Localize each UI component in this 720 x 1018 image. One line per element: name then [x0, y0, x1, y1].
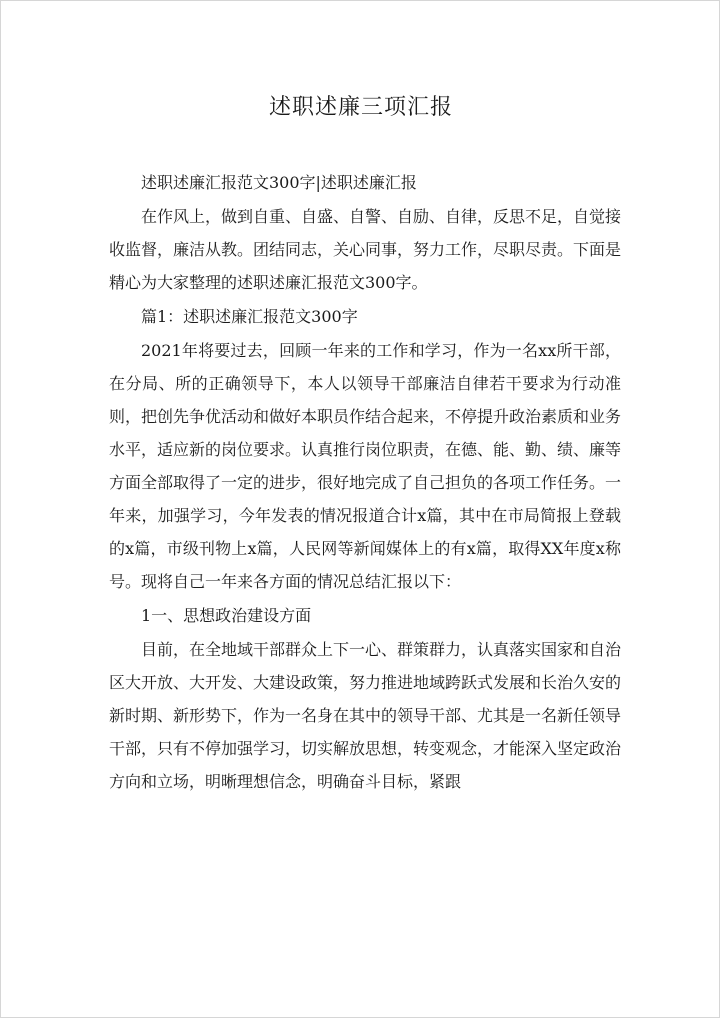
document-title: 述职述廉三项汇报	[268, 95, 453, 120]
intro-paragraph: 在作风上，做到自重、自盛、自警、自励、自律，反思不足，自觉接收监督，廉洁从教。团结同志，关心同事，努力工作，尽职尽责。下面是精心为大家整理的述职述廉汇报范文300字。	[109, 207, 622, 292]
body-paragraph: 目前，在全地域干部群众上下一心、群策群力，认真落实国家和自治区大开放、大开发、大建设政策，努力推进地域跨跃式发展和长治久安的新时期、新形势下，作为一名身在其中的领导干部、尤其是一名新任领导干部，只有不停加强学习，切实解放思想，转变观念，才能深入坚定政治方向和立场，明晰理想信念，明确奋斗目标，紧跟	[109, 640, 622, 791]
subtitle-paragraph: 述职述廉汇报范文300字|述职述廉汇报	[141, 173, 417, 192]
section-heading-chapter-1: 篇1：述职述廉汇报范文300字	[141, 307, 358, 326]
document-body	[109, 166, 621, 798]
body-paragraph: 2021年将要过去，回顾一年来的工作和学习，作为一名xx所干部，在分局、所的正确领导下，本人以领导干部廉洁自律若干要求为行动准则，把创先争优活动和做好本职员作结合起来，不停提升政治素质和业务水平，适应新的岗位要求。认真推行岗位职责，在德、能、勤、绩、廉等方面全部取得了一定的进步，很好地完成了自己担负的各项工作任务。一年来，加强学习，今年发表的情况报道合计x篇，其中在市局简报上登载的x篇，市级刊物上x篇，人民网等新闻媒体上的有x篇，取得XX年度x称号。现将自己一年来各方面的情况总结汇报以下：	[109, 341, 622, 591]
section-heading-political: 1一、思想政治建设方面	[141, 606, 312, 625]
